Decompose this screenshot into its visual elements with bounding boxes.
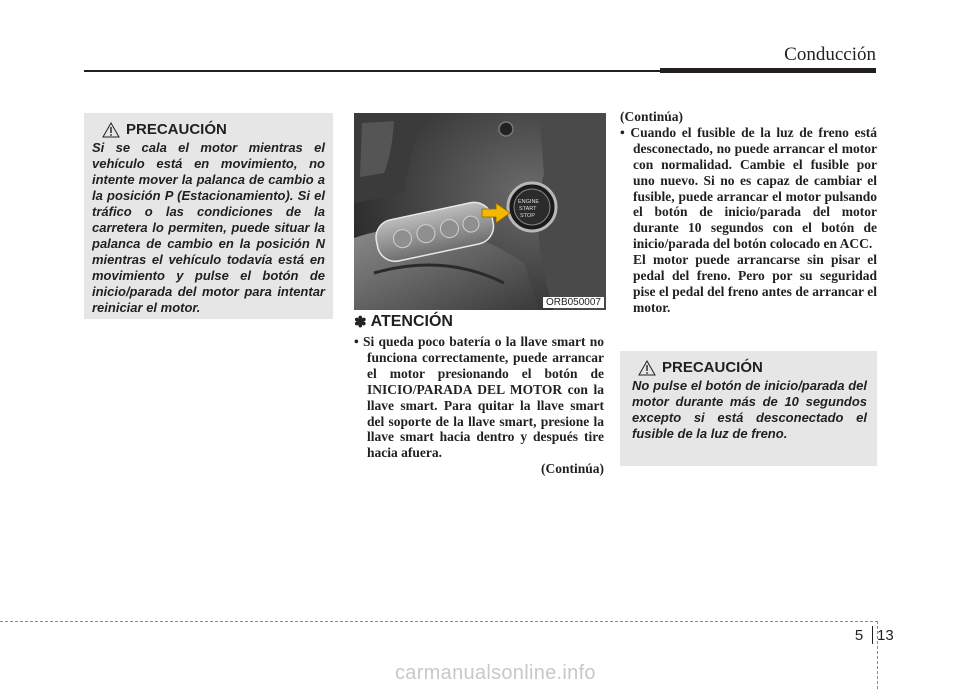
watermark: carmanualsonline.info [395, 662, 596, 684]
notice-bullet-text: Si queda poco batería o la llave smart no funciona correctamente, puede arrancar el motor presionando el botón de INICIO/PARADA DEL MOTOR con la llave smart. Para quitar la llave smart del soporte de la llave smart, presione la llave smart hacia dentro y después tire hacia afuera. [362, 334, 604, 461]
notice-bullet-block [354, 334, 604, 477]
engine-button-text-3: STOP [520, 213, 535, 219]
photo-caption: ORB050007 [543, 297, 604, 308]
chapter-number: 5 [854, 626, 864, 644]
header-rule [84, 70, 660, 72]
notice-heading-text: ATENCIÓN [370, 313, 453, 330]
right-column-text [620, 109, 877, 316]
continued-label: (Continúa) [620, 109, 684, 124]
page-number-value: 13 [877, 626, 894, 644]
caution-body-left: Si se cala el motor mientras el vehículo está en movimiento, no intente mover la palanca de cambio a la posición P (Estacionamiento). Si el tráfico o las condiciones de la carretera lo permiten, puede situar la palanca de cambio en la posición N mientras el vehículo todavía está en movimiento y pulse el botón de inicio/parada del motor para intentar reiniciar el motor. [92, 140, 325, 315]
caution-body-right: No pulse el botón de inicio/parada del motor durante más de 10 segundos excepto si está desconectado el fusible de la luz de freno. [632, 378, 867, 441]
page-number [850, 626, 894, 644]
smart-key-illustration [354, 113, 606, 310]
page-number-separator [872, 626, 873, 644]
brake-pedal-paragraph: El motor puede arrancarse sin pisar el pedal del freno. Pero por su seguridad pise el pedal del freno antes de arrancar el motor. [633, 252, 877, 315]
brake-fuse-bullet: • Cuando el fusible de la luz de freno está desconectado, no puede arrancar el motor con normalidad. Cambie el fusible por uno nuevo. Si no es capaz de cambiar el fusible, puede arrancar el motor pulsando el botón de inicio/parada del motor durante 10 segundos con el botón de inicio/parada del botón colocado en ACC. [620, 124, 877, 252]
engine-button-text-1: ENGINE [518, 199, 540, 205]
notice-heading [354, 313, 453, 331]
warning-triangle-icon [102, 122, 120, 138]
caution-box-left [84, 113, 333, 319]
asterisk-star-icon: ✽ [354, 314, 367, 331]
caution-heading-right [632, 359, 867, 376]
notice-bullet: • Si queda poco batería o la llave smart no funciona correctamente, puede arrancar el motor presionando el botón de INICIO/PARADA DEL MOTOR con la llave smart. Para quitar la llave smart del soporte de la llave smart, presione la llave smart hacia dentro y después tire hacia afuera. [354, 334, 604, 461]
section-title: Conducción [784, 44, 876, 65]
caution-heading-text: PRECAUCIÓN [662, 359, 763, 376]
brake-fuse-text: Cuando el fusible de la luz de freno está desconectado, no puede arrancar el motor con normalidad. Cambie el fusible por uno nuevo. Si no es capaz de cambiar el fusible, puede arrancar el motor pulsando el botón de inicio/parada del motor durante 10 segundos con el botón de inicio/parada del botón colocado en ACC. [630, 124, 877, 252]
continues-label: (Continúa) [540, 461, 604, 477]
header-rule-accent [660, 68, 876, 73]
smart-key-photo [354, 113, 606, 310]
caution-heading-text: PRECAUCIÓN [126, 121, 227, 138]
engine-button-text-2: START [519, 206, 537, 212]
caution-heading-left [92, 121, 325, 138]
caution-box-right [620, 351, 877, 466]
footer-divider [0, 621, 878, 622]
warning-triangle-icon [638, 360, 656, 376]
